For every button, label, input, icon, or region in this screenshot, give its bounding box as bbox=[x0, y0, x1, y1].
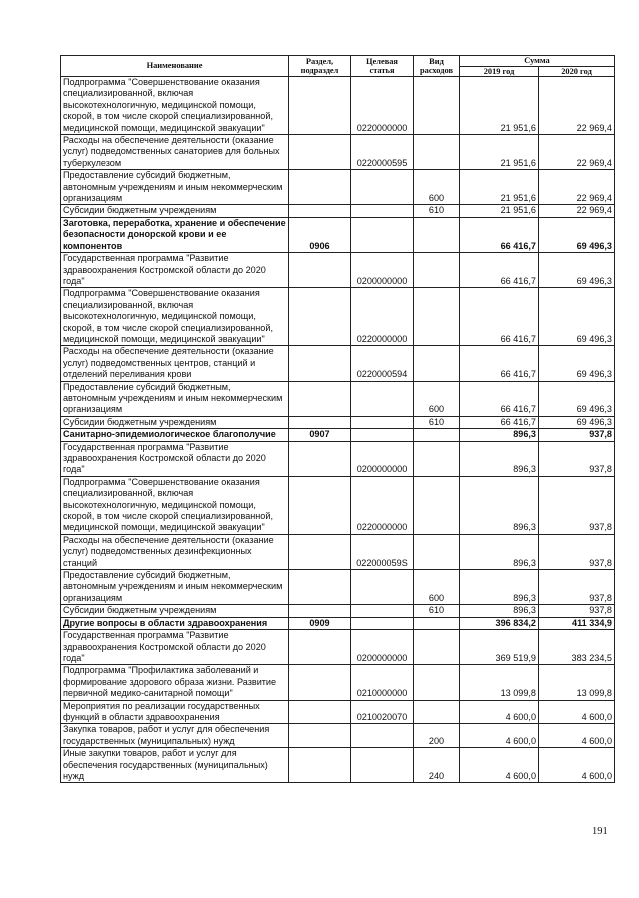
cell-type: 600 bbox=[414, 170, 460, 205]
cell-type bbox=[414, 476, 460, 534]
cell-type: 610 bbox=[414, 416, 460, 428]
cell-2019: 66 416,7 bbox=[460, 346, 539, 381]
cell-type bbox=[414, 665, 460, 700]
cell-2020: 411 334,9 bbox=[539, 617, 615, 629]
cell-type bbox=[414, 135, 460, 170]
cell-type bbox=[414, 429, 460, 441]
cell-section: 0909 bbox=[289, 617, 351, 629]
cell-name: Государственная программа "Развитие здравоохранения Костромской области до 2020 года" bbox=[61, 441, 289, 476]
cell-section bbox=[289, 534, 351, 569]
cell-name: Государственная программа "Развитие здравоохранения Костромской области до 2020 года" bbox=[61, 630, 289, 665]
cell-section bbox=[289, 724, 351, 748]
cell-target: 0200000000 bbox=[351, 630, 414, 665]
cell-type bbox=[414, 77, 460, 135]
cell-target bbox=[351, 205, 414, 217]
cell-name: Подпрограмма "Совершенствование оказания специализированной, включая высокотехнологичную, медицинской помощи, скорой, в том числе скорой специализированной, медицинской помощи, медицинской эвакуации" bbox=[61, 476, 289, 534]
cell-target bbox=[351, 170, 414, 205]
cell-2020: 4 600,0 bbox=[539, 748, 615, 783]
cell-2019: 21 951,6 bbox=[460, 77, 539, 135]
cell-name: Иные закупки товаров, работ и услуг для обеспечения государственных (муниципальных) нужд bbox=[61, 748, 289, 783]
cell-target: 0220000000 bbox=[351, 77, 414, 135]
cell-type: 600 bbox=[414, 570, 460, 605]
cell-section bbox=[289, 288, 351, 346]
table-row bbox=[61, 724, 615, 748]
cell-2020: 69 496,3 bbox=[539, 217, 615, 252]
cell-name: Государственная программа "Развитие здравоохранения Костромской области до 2020 года" bbox=[61, 253, 289, 288]
cell-type bbox=[414, 534, 460, 569]
header-type: Вид расходов bbox=[414, 56, 460, 77]
cell-target: 0200000000 bbox=[351, 441, 414, 476]
cell-section bbox=[289, 700, 351, 724]
cell-type: 200 bbox=[414, 724, 460, 748]
cell-2019: 4 600,0 bbox=[460, 700, 539, 724]
cell-name: Предоставление субсидий бюджетным, автономным учреждениям и иным некоммерческим организациям bbox=[61, 381, 289, 416]
header-section: Раздел, подраздел bbox=[289, 56, 351, 77]
table-header bbox=[61, 56, 615, 77]
table-row bbox=[61, 617, 615, 629]
cell-section bbox=[289, 441, 351, 476]
cell-2019: 21 951,6 bbox=[460, 205, 539, 217]
cell-2020: 22 969,4 bbox=[539, 205, 615, 217]
cell-2020: 13 099,8 bbox=[539, 665, 615, 700]
cell-2020: 937,8 bbox=[539, 605, 615, 617]
cell-2020: 69 496,3 bbox=[539, 288, 615, 346]
cell-2020: 937,8 bbox=[539, 429, 615, 441]
table-row bbox=[61, 605, 615, 617]
cell-target: 0200000000 bbox=[351, 253, 414, 288]
cell-name: Подпрограмма "Совершенствование оказания специализированной, включая высокотехнологичную, медицинской помощи, скорой, в том числе скорой специализированной, медицинской помощи, медицинской эвакуации" bbox=[61, 288, 289, 346]
cell-target bbox=[351, 605, 414, 617]
cell-2020: 4 600,0 bbox=[539, 700, 615, 724]
table-row bbox=[61, 346, 615, 381]
cell-2019: 66 416,7 bbox=[460, 253, 539, 288]
cell-target bbox=[351, 617, 414, 629]
cell-2019: 66 416,7 bbox=[460, 416, 539, 428]
cell-target bbox=[351, 217, 414, 252]
cell-2019: 896,3 bbox=[460, 534, 539, 569]
cell-2019: 21 951,6 bbox=[460, 170, 539, 205]
header-sum: Сумма bbox=[460, 56, 615, 67]
cell-2019: 896,3 bbox=[460, 476, 539, 534]
cell-name: Расходы на обеспечение деятельности (оказание услуг) подведомственных дезинфекционных станций bbox=[61, 534, 289, 569]
table-row bbox=[61, 253, 615, 288]
cell-type: 610 bbox=[414, 205, 460, 217]
cell-2019: 369 519,9 bbox=[460, 630, 539, 665]
cell-name: Подпрограмма "Профилактика заболеваний и формирование здорового образа жизни. Развитие первичной медико-санитарной помощи" bbox=[61, 665, 289, 700]
header-year-2019: 2019 год bbox=[460, 66, 539, 77]
table-body bbox=[61, 77, 615, 783]
table-row bbox=[61, 429, 615, 441]
cell-target: 0210020070 bbox=[351, 700, 414, 724]
cell-2019: 896,3 bbox=[460, 570, 539, 605]
cell-2020: 937,8 bbox=[539, 534, 615, 569]
table-row bbox=[61, 217, 615, 252]
table-row bbox=[61, 630, 615, 665]
table-row bbox=[61, 665, 615, 700]
cell-2020: 22 969,4 bbox=[539, 170, 615, 205]
cell-type: 610 bbox=[414, 605, 460, 617]
cell-2019: 13 099,8 bbox=[460, 665, 539, 700]
cell-name: Субсидии бюджетным учреждениям bbox=[61, 416, 289, 428]
cell-2020: 69 496,3 bbox=[539, 416, 615, 428]
cell-name: Предоставление субсидий бюджетным, автономным учреждениям и иным некоммерческим организациям bbox=[61, 170, 289, 205]
cell-2020: 383 234,5 bbox=[539, 630, 615, 665]
cell-section: 0906 bbox=[289, 217, 351, 252]
cell-target bbox=[351, 570, 414, 605]
cell-target: 0220000595 bbox=[351, 135, 414, 170]
cell-2019: 896,3 bbox=[460, 429, 539, 441]
cell-2019: 396 834,2 bbox=[460, 617, 539, 629]
cell-target bbox=[351, 748, 414, 783]
cell-target bbox=[351, 416, 414, 428]
cell-type bbox=[414, 346, 460, 381]
table-row bbox=[61, 534, 615, 569]
cell-type: 600 bbox=[414, 381, 460, 416]
cell-section bbox=[289, 205, 351, 217]
cell-2019: 896,3 bbox=[460, 441, 539, 476]
cell-section bbox=[289, 605, 351, 617]
table-row bbox=[61, 476, 615, 534]
table-row bbox=[61, 170, 615, 205]
cell-type: 240 bbox=[414, 748, 460, 783]
cell-section bbox=[289, 416, 351, 428]
table-row bbox=[61, 748, 615, 783]
cell-section bbox=[289, 665, 351, 700]
cell-section bbox=[289, 346, 351, 381]
table-row bbox=[61, 570, 615, 605]
cell-target: 0220000594 bbox=[351, 346, 414, 381]
cell-name: Санитарно-эпидемиологическое благополучие bbox=[61, 429, 289, 441]
cell-target: 0210000000 bbox=[351, 665, 414, 700]
cell-2019: 896,3 bbox=[460, 605, 539, 617]
cell-section bbox=[289, 77, 351, 135]
cell-2019: 4 600,0 bbox=[460, 748, 539, 783]
cell-2020: 69 496,3 bbox=[539, 381, 615, 416]
cell-2020: 937,8 bbox=[539, 441, 615, 476]
table-row bbox=[61, 288, 615, 346]
cell-target bbox=[351, 724, 414, 748]
table-row bbox=[61, 77, 615, 135]
cell-section bbox=[289, 170, 351, 205]
header-target: Целевая статья bbox=[351, 56, 414, 77]
cell-2019: 66 416,7 bbox=[460, 288, 539, 346]
cell-name: Мероприятия по реализации государственных функций в области здравоохранения bbox=[61, 700, 289, 724]
cell-target: 022000059S bbox=[351, 534, 414, 569]
cell-name: Предоставление субсидий бюджетным, автономным учреждениям и иным некоммерческим организациям bbox=[61, 570, 289, 605]
header-name: Наименование bbox=[61, 56, 289, 77]
cell-target bbox=[351, 381, 414, 416]
cell-2019: 4 600,0 bbox=[460, 724, 539, 748]
cell-name: Закупка товаров, работ и услуг для обеспечения государственных (муниципальных) нужд bbox=[61, 724, 289, 748]
cell-type bbox=[414, 630, 460, 665]
cell-2020: 22 969,4 bbox=[539, 77, 615, 135]
cell-section bbox=[289, 381, 351, 416]
cell-target: 0220000000 bbox=[351, 288, 414, 346]
cell-section bbox=[289, 253, 351, 288]
cell-name: Другие вопросы в области здравоохранения bbox=[61, 617, 289, 629]
cell-name: Расходы на обеспечение деятельности (оказание услуг) подведомственных санаториев для больных туберкулезом bbox=[61, 135, 289, 170]
cell-name: Заготовка, переработка, хранение и обеспечение безопасности донорской крови и ее компонентов bbox=[61, 217, 289, 252]
cell-section: 0907 bbox=[289, 429, 351, 441]
table-row bbox=[61, 135, 615, 170]
cell-2019: 21 951,6 bbox=[460, 135, 539, 170]
cell-type bbox=[414, 441, 460, 476]
cell-2019: 66 416,7 bbox=[460, 381, 539, 416]
table-row bbox=[61, 381, 615, 416]
cell-section bbox=[289, 476, 351, 534]
cell-target: 0220000000 bbox=[351, 476, 414, 534]
cell-section bbox=[289, 630, 351, 665]
cell-2020: 69 496,3 bbox=[539, 346, 615, 381]
cell-2019: 66 416,7 bbox=[460, 217, 539, 252]
cell-section bbox=[289, 748, 351, 783]
cell-type bbox=[414, 217, 460, 252]
cell-name: Субсидии бюджетным учреждениям bbox=[61, 605, 289, 617]
table-row bbox=[61, 700, 615, 724]
cell-section bbox=[289, 570, 351, 605]
page-number: 191 bbox=[592, 826, 608, 837]
cell-2020: 937,8 bbox=[539, 570, 615, 605]
cell-target bbox=[351, 429, 414, 441]
cell-type bbox=[414, 288, 460, 346]
cell-type bbox=[414, 617, 460, 629]
table-row bbox=[61, 205, 615, 217]
table-row bbox=[61, 416, 615, 428]
cell-2020: 937,8 bbox=[539, 476, 615, 534]
header-year-2020: 2020 год bbox=[539, 66, 615, 77]
cell-type bbox=[414, 253, 460, 288]
cell-2020: 22 969,4 bbox=[539, 135, 615, 170]
cell-2020: 69 496,3 bbox=[539, 253, 615, 288]
cell-2020: 4 600,0 bbox=[539, 724, 615, 748]
cell-name: Субсидии бюджетным учреждениям bbox=[61, 205, 289, 217]
cell-section bbox=[289, 135, 351, 170]
cell-type bbox=[414, 700, 460, 724]
table-row bbox=[61, 441, 615, 476]
cell-name: Расходы на обеспечение деятельности (оказание услуг) подведомственных центров, станций и отделений переливания крови bbox=[61, 346, 289, 381]
cell-name: Подпрограмма "Совершенствование оказания специализированной, включая высокотехнологичную, медицинской помощи, скорой, в том числе скорой специализированной, медицинской помощи, медицинской эвакуации" bbox=[61, 77, 289, 135]
budget-table bbox=[60, 55, 615, 783]
